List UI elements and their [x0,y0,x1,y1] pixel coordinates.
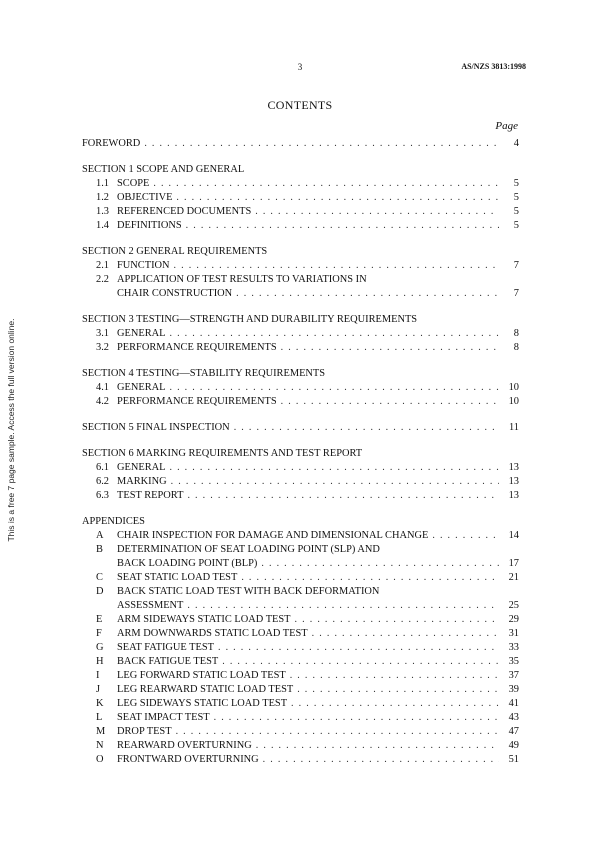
group-spacer [82,503,519,515]
toc-entry-number: 6.3 [96,490,109,501]
toc-entry-title: REARWARD OVERTURNING [117,740,252,751]
contents-title: CONTENTS [267,98,333,112]
toc-entry-continued [82,585,519,599]
group-spacer [82,355,519,367]
dot-leader [187,599,499,613]
toc-entry [82,627,519,641]
group-spacer [82,233,519,245]
toc-entry [82,395,519,409]
toc-entry-number: 4.2 [96,396,109,407]
toc-section-heading [82,245,519,259]
toc-entry-title: BACK STATIC LOAD TEST WITH BACK DEFORMATION [117,586,380,597]
toc-entry-title: DROP TEST [117,726,172,737]
toc-entry [82,327,519,341]
dot-leader [432,529,499,543]
toc-entry [82,571,519,585]
toc-entry-number: O [96,754,104,765]
toc-entry-title: ASSESSMENT [117,600,184,611]
toc-entry-page: 5 [513,178,519,189]
toc-entry-title: ARM SIDEWAYS STATIC LOAD TEST [117,614,291,625]
toc-entry-page: 13 [508,462,519,473]
toc-heading-text: SECTION 4 TESTING—STABILITY REQUIREMENTS [82,368,326,379]
toc-entry-page: 17 [508,558,519,569]
dot-leader [176,191,499,205]
toc-entry-number: 2.1 [96,260,109,271]
toc-entry-number: C [96,572,103,583]
dot-leader [187,489,499,503]
toc-heading-text: SECTION 1 SCOPE AND GENERAL [82,164,245,175]
toc-entry [82,219,519,233]
toc-entry [82,739,519,753]
toc-section-heading [82,447,519,461]
toc-entry [82,461,519,475]
toc-entry-continued [82,543,519,557]
toc-entry-title: SCOPE [117,178,150,189]
toc-entry-title: BACK FATIGUE TEST [117,656,219,667]
toc-entry [82,137,519,151]
dot-leader [297,683,499,697]
table-of-contents [82,137,519,767]
toc-entry-title: LEG REARWARD STATIC LOAD TEST [117,684,294,695]
toc-entry-number: 1.1 [96,178,109,189]
toc-entry-number: F [96,628,102,639]
group-spacer [82,301,519,313]
toc-entry-title: TEST REPORT [117,490,184,501]
toc-entry-title: PERFORMANCE REQUIREMENTS [117,396,277,407]
toc-entry-number: 6.2 [96,476,109,487]
toc-entry-page: 14 [508,530,519,541]
toc-entry-page: 11 [508,422,519,433]
toc-entry-page: 13 [508,476,519,487]
toc-entry-page: 10 [508,382,519,393]
dot-leader [281,341,499,355]
toc-entry [82,655,519,669]
toc-entry [82,205,519,219]
toc-entry-number: 1.4 [96,220,109,231]
toc-entry-title: DEFINITIONS [117,220,182,231]
toc-entry-page: 25 [508,600,519,611]
toc-entry [82,683,519,697]
toc-entry [82,711,519,725]
toc-entry-title: FRONTWARD OVERTURNING [117,754,259,765]
toc-entry-page: 49 [508,740,519,751]
toc-entry-number: 3.1 [96,328,109,339]
toc-entry-number: L [96,712,103,723]
toc-entry-page: 8 [513,342,519,353]
page-number: 3 [297,62,303,72]
toc-entry-continued [82,273,519,287]
dot-leader [214,711,499,725]
dot-leader [176,725,499,739]
sample-side-note [4,260,18,600]
toc-entry-number: 3.2 [96,342,109,353]
dot-leader [291,697,499,711]
dot-leader [295,613,499,627]
toc-entry-page: 5 [513,192,519,203]
dot-leader [256,739,499,753]
dot-leader [261,557,499,571]
toc-entry-page: 5 [513,206,519,217]
toc-entry-title: CHAIR INSPECTION FOR DAMAGE AND DIMENSIONAL CHANGE [117,530,429,541]
toc-entry-page: 13 [508,490,519,501]
toc-entry [82,725,519,739]
dot-leader [263,753,499,767]
toc-entry-number: E [96,614,103,625]
dot-leader [290,669,499,683]
toc-entry-number: D [96,586,104,597]
toc-entry-number: I [96,670,100,681]
toc-entry-title: ARM DOWNWARDS STATIC LOAD TEST [117,628,308,639]
toc-entry [82,475,519,489]
toc-entry-page: 21 [508,572,519,583]
group-spacer [82,435,519,447]
dot-leader [171,475,499,489]
dot-leader [234,421,499,435]
toc-entry-number: G [96,642,104,653]
toc-entry-page: 39 [508,684,519,695]
toc-entry-page: 31 [508,628,519,639]
toc-entry [82,341,519,355]
toc-entry-number: J [96,684,101,695]
toc-entry-page: 43 [508,712,519,723]
toc-entry-number: N [96,740,104,751]
toc-entry [82,177,519,191]
toc-entry-number: 4.1 [96,382,109,393]
toc-entry-page: 8 [513,328,519,339]
toc-entry-title: CHAIR CONSTRUCTION [117,288,233,299]
dot-leader [144,137,499,151]
toc-entry-title: APPLICATION OF TEST RESULTS TO VARIATIONS IN [117,274,367,285]
toc-entry [82,753,519,767]
toc-entry-number: A [96,530,104,541]
dot-leader [222,655,499,669]
toc-entry-page: 7 [513,260,519,271]
toc-section-heading [82,515,519,529]
toc-entry-title: FUNCTION [117,260,170,271]
dot-leader [236,287,499,301]
toc-entry-title: MARKING [117,476,167,487]
group-spacer [82,409,519,421]
toc-entry-number: 6.1 [96,462,109,473]
toc-entry-page: 35 [508,656,519,667]
toc-entry-number: B [96,544,103,555]
toc-entry-title: GENERAL [117,382,166,393]
toc-entry-title: SEAT FATIGUE TEST [117,642,214,653]
toc-entry-number: 2.2 [96,274,109,285]
toc-entry-title: REFERENCED DOCUMENTS [117,206,252,217]
dot-leader [218,641,499,655]
toc-entry [82,641,519,655]
toc-entry [82,489,519,503]
dot-leader [153,177,499,191]
toc-entry-number: M [96,726,106,737]
dot-leader [312,627,499,641]
dot-leader [255,205,499,219]
toc-entry [82,697,519,711]
toc-heading-text: SECTION 6 MARKING REQUIREMENTS AND TEST REPORT [82,448,363,459]
standard-code: AS/NZS 3813:1998 [461,62,526,71]
toc-entry-number: 1.2 [96,192,109,203]
toc-entry [82,421,519,435]
dot-leader [169,381,499,395]
toc-entry-page: 33 [508,642,519,653]
toc-entry-page: 51 [508,754,519,765]
toc-entry-title: LEG SIDEWAYS STATIC LOAD TEST [117,698,288,709]
toc-entry-page: 37 [508,670,519,681]
toc-entry-title: SECTION 5 FINAL INSPECTION [82,422,230,433]
toc-section-heading [82,367,519,381]
toc-entry-title: PERFORMANCE REQUIREMENTS [117,342,277,353]
toc-entry-page: 4 [513,138,519,149]
toc-entry [82,557,519,571]
dot-leader [169,461,499,475]
toc-heading-text: APPENDICES [82,516,145,527]
toc-entry [82,669,519,683]
toc-entry [82,191,519,205]
toc-entry [82,599,519,613]
dot-leader [281,395,499,409]
toc-entry-title: LEG FORWARD STATIC LOAD TEST [117,670,286,681]
toc-entry-number: K [96,698,104,709]
toc-entry-number: H [96,656,104,667]
toc-entry-title: SEAT IMPACT TEST [117,712,210,723]
dot-leader [186,219,499,233]
group-spacer [82,151,519,163]
dot-leader [174,259,499,273]
toc-entry-page: 7 [513,288,519,299]
toc-entry-page: 29 [508,614,519,625]
toc-entry [82,613,519,627]
page-column-label: Page [495,120,518,132]
toc-entry-title: DETERMINATION OF SEAT LOADING POINT (SLP) AND [117,544,380,555]
toc-entry-number: 1.3 [96,206,109,217]
toc-section-heading [82,163,519,177]
toc-entry [82,259,519,273]
toc-entry-page: 10 [508,396,519,407]
toc-section-heading [82,313,519,327]
toc-heading-text: SECTION 2 GENERAL REQUIREMENTS [82,246,268,257]
dot-leader [241,571,499,585]
toc-entry-title: SEAT STATIC LOAD TEST [117,572,238,583]
toc-entry-page: 41 [508,698,519,709]
sample-side-note-text: This is a free 7 page sample. Access the full version online. [6,318,16,542]
toc-entry [82,381,519,395]
toc-entry-title: GENERAL [117,462,166,473]
toc-heading-text: SECTION 3 TESTING—STRENGTH AND DURABILITY REQUIREMENTS [82,314,418,325]
toc-entry-title: BACK LOADING POINT (BLP) [117,558,258,569]
toc-entry-page: 47 [508,726,519,737]
toc-entry [82,287,519,301]
toc-entry-title: FOREWORD [82,138,141,149]
toc-entry-title: OBJECTIVE [117,192,173,203]
toc-entry [82,529,519,543]
dot-leader [169,327,499,341]
toc-entry-page: 5 [513,220,519,231]
toc-entry-title: GENERAL [117,328,166,339]
